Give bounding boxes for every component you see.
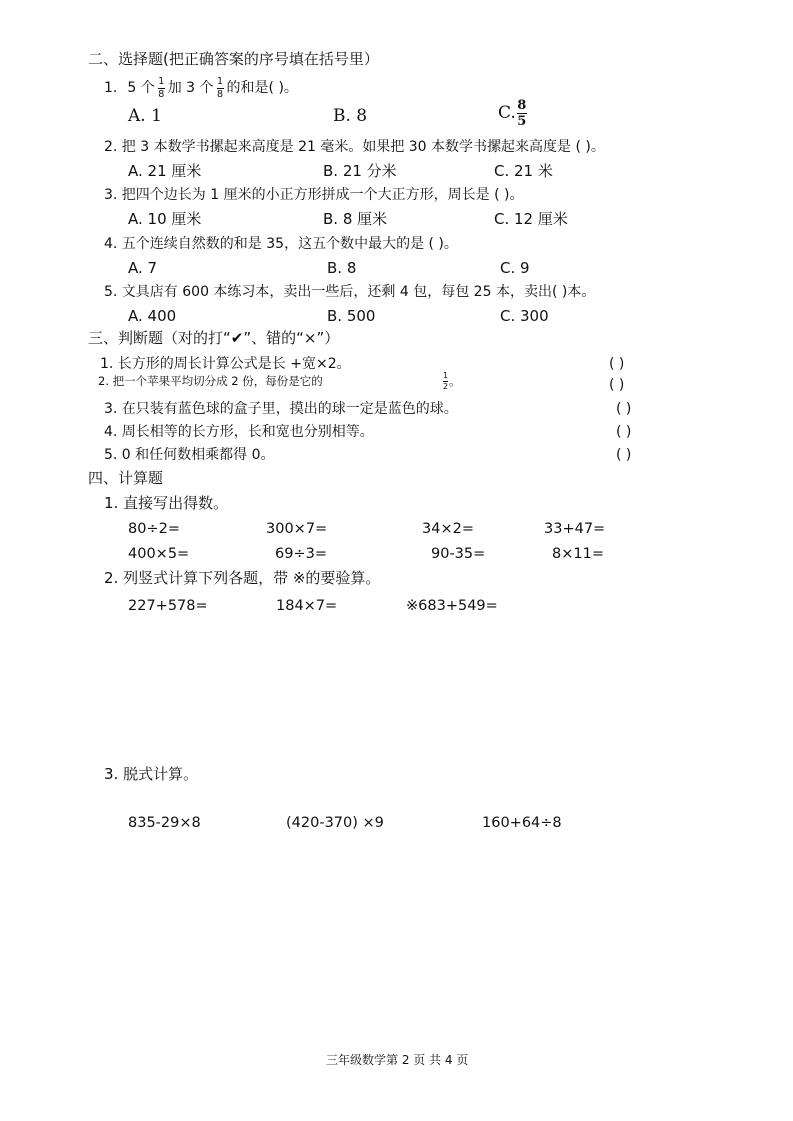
step-calc-item: 160+64÷8 xyxy=(482,815,562,831)
judge-answer-paren-2: ( ) xyxy=(609,377,625,393)
q5-option-c: C. 300 xyxy=(500,307,549,325)
oral-calc-item: 80÷2= xyxy=(128,521,180,537)
vertical-calc-item: 184×7= xyxy=(276,598,338,614)
q4-option-a: A. 7 xyxy=(128,259,158,277)
oral-calc-item: 69÷3= xyxy=(275,546,327,562)
judge-item-5: 5. 0 和任何数相乘都得 0。 xyxy=(104,447,275,463)
q1-option-b: B. 8 xyxy=(333,106,368,126)
q2-option-a: A. 21 厘米 xyxy=(128,162,202,180)
q1-option-c xyxy=(498,99,528,128)
judge-item-2-suffix: 。 xyxy=(449,373,461,388)
section2-title: 二、选择题(把正确答案的序号填在括号里） xyxy=(88,50,379,68)
judge-item-2: 2. 把一个苹果平均切分成 2 份，每份是它的 xyxy=(98,374,323,388)
q1-part3: 的和是( )。 xyxy=(226,80,298,96)
calc-sub3-title: 3. 脱式计算。 xyxy=(104,765,199,783)
judge-answer-paren-5: ( ) xyxy=(616,447,632,463)
q1-fraction1 xyxy=(158,77,165,99)
fraction-denominator: 2 xyxy=(443,382,449,391)
vertical-calc-item: 227+578= xyxy=(128,598,208,614)
vertical-calc-item: ※683+549= xyxy=(406,598,498,614)
q1-option-c-fraction xyxy=(517,99,527,128)
q1-part2: 加 3 个 xyxy=(167,80,214,96)
oral-calc-item: 8×11= xyxy=(552,546,604,562)
fraction-denominator: 5 xyxy=(517,114,527,129)
oral-calc-item: 90-35= xyxy=(431,546,486,562)
q3-option-b: B. 8 厘米 xyxy=(323,210,388,228)
q4-option-c: C. 9 xyxy=(500,259,530,277)
q4-option-b: B. 8 xyxy=(327,259,357,277)
q1-line xyxy=(104,77,298,99)
q4-text: 4. 五个连续自然数的和是 35，这五个数中最大的是 ( )。 xyxy=(104,236,458,252)
judge-item-2-fraction xyxy=(443,372,448,391)
q1-option-a: A. 1 xyxy=(128,106,162,126)
calc-sub2-title: 2. 列竖式计算下列各题，带 ※的要验算。 xyxy=(104,569,381,587)
judge-answer-paren-3: ( ) xyxy=(616,401,632,417)
q1-fraction2 xyxy=(217,77,224,99)
q2-option-c: C. 21 米 xyxy=(494,162,553,180)
q5-text: 5. 文具店有 600 本练习本，卖出一些后，还剩 4 包，每包 25 本，卖出( )本。 xyxy=(104,284,596,300)
q2-text: 2. 把 3 本数学书摞起来高度是 21 毫米。如果把 30 本数学书摞起来高度是 ( )。 xyxy=(104,139,605,155)
fraction-denominator: 8 xyxy=(158,88,165,100)
fraction-numerator: 1 xyxy=(217,76,224,87)
calc-sub1-title: 1. 直接写出得数。 xyxy=(104,494,229,512)
judge-item-3: 3. 在只装有蓝色球的盒子里，摸出的球一定是蓝色的球。 xyxy=(104,401,458,417)
q3-text: 3. 把四个边长为 1 厘米的小正方形拼成一个大正方形，周长是 ( )。 xyxy=(104,187,524,203)
fraction-numerator: 1 xyxy=(443,371,449,380)
section4-title: 四、计算题 xyxy=(88,469,164,487)
q1-number: 1. xyxy=(104,80,118,96)
judge-item-4: 4. 周长相等的长方形，长和宽也分别相等。 xyxy=(104,424,374,440)
judge-answer-paren-1: ( ) xyxy=(609,356,625,372)
fraction-numerator: 8 xyxy=(517,98,527,113)
oral-calc-item: 400×5= xyxy=(128,546,190,562)
fraction-numerator: 1 xyxy=(158,76,165,87)
fraction-denominator: 8 xyxy=(217,88,224,100)
oral-calc-item: 33+47= xyxy=(544,521,606,537)
page-footer: 三年级数学第 2 页 共 4 页 xyxy=(326,1053,469,1067)
step-calc-item: 835-29×8 xyxy=(128,815,201,831)
q1-part1: 5 个 xyxy=(127,80,155,96)
judge-item-1: 1. 长方形的周长计算公式是长 +宽×2。 xyxy=(100,356,351,372)
oral-calc-item: 34×2= xyxy=(422,521,474,537)
option-c-label: C. xyxy=(498,103,516,123)
q5-option-b: B. 500 xyxy=(327,307,376,325)
q2-option-b: B. 21 分米 xyxy=(323,162,397,180)
oral-calc-item: 300×7= xyxy=(266,521,328,537)
step-calc-item: (420-370) ×9 xyxy=(286,815,384,831)
q5-option-a: A. 400 xyxy=(128,307,177,325)
section3-title: 三、判断题（对的打“✔”、错的“×”） xyxy=(88,329,340,347)
judge-item-2-line xyxy=(98,376,323,388)
q3-option-c: C. 12 厘米 xyxy=(494,210,568,228)
judge-item-2-fraction-wrap xyxy=(442,372,461,391)
judge-answer-paren-4: ( ) xyxy=(616,424,632,440)
q3-option-a: A. 10 厘米 xyxy=(128,210,202,228)
